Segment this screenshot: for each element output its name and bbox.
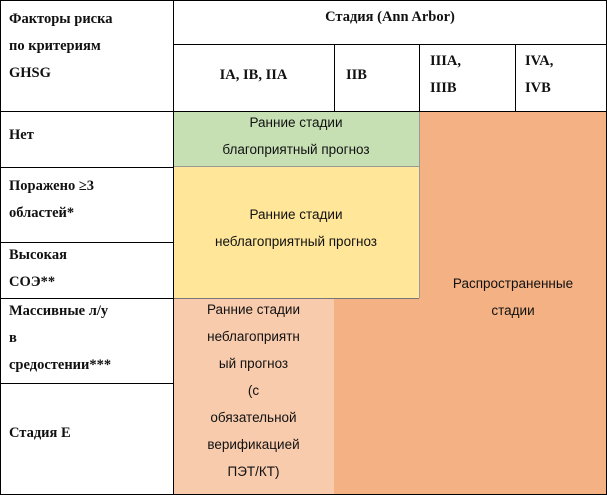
row-header-line: средостении*** bbox=[9, 357, 112, 373]
stage-column-label: IIIA, bbox=[430, 53, 462, 69]
group-label-line: благоприятный прогноз bbox=[222, 142, 370, 157]
group-label-line: верификацией bbox=[207, 437, 300, 452]
group-label-line: ый прогноз bbox=[218, 356, 289, 371]
stage-column-label: IA, IB, IIA bbox=[219, 67, 288, 83]
row-header-mediastinal-mass bbox=[0, 292, 173, 383]
group-label-line: неблагоприятн bbox=[207, 329, 300, 344]
stage-column-iva-ivb bbox=[525, 48, 606, 111]
early-favorable-label bbox=[173, 109, 419, 167]
group-label-line: Ранние стадии bbox=[249, 115, 343, 130]
stage-column-iiia-iiib bbox=[430, 48, 515, 111]
stage-column-label: IVA, bbox=[525, 53, 554, 69]
risk-factors-line: Факторы риска bbox=[9, 11, 113, 27]
stage-column-label: IIB bbox=[346, 67, 367, 83]
risk-factors-header bbox=[0, 0, 173, 111]
advanced-label bbox=[419, 270, 607, 330]
risk-factors-line: GHSG bbox=[9, 65, 51, 81]
stage-header-divider bbox=[173, 44, 607, 45]
group-label-line: (с bbox=[247, 383, 260, 398]
group-label-line: стадии bbox=[491, 303, 535, 318]
risk-factors-line: по критериям bbox=[9, 38, 101, 54]
stage-column-label: IIIB bbox=[430, 80, 457, 96]
col-divider-3 bbox=[515, 44, 516, 112]
col-divider-2 bbox=[419, 44, 420, 112]
stage-column-iib bbox=[346, 62, 419, 111]
row-header-line: Поражено ≥3 bbox=[9, 178, 95, 194]
row-header-three-areas bbox=[0, 167, 173, 242]
group-label-line: обязательной bbox=[210, 410, 297, 425]
group-label-line: Ранние стадии bbox=[206, 302, 301, 317]
group-label-line: неблагоприятный прогноз bbox=[214, 234, 377, 249]
row-header-line: СОЭ** bbox=[9, 274, 56, 290]
row-header-line: Высокая bbox=[9, 247, 67, 263]
row-header-line: Массивные л/у bbox=[9, 303, 109, 319]
stage-column-label: IVB bbox=[525, 80, 551, 96]
group-label-line: ПЭТ/КТ) bbox=[227, 464, 280, 479]
stage-header bbox=[173, 4, 607, 44]
group-label-line: Распространенные bbox=[452, 276, 574, 291]
early-unfavorable-mediastinal-label bbox=[173, 296, 334, 494]
row-header-line: в bbox=[9, 330, 17, 346]
row-header-high-esr bbox=[0, 236, 173, 298]
row-header-none bbox=[0, 116, 173, 167]
row-header-line: областей* bbox=[9, 205, 75, 221]
row-header-stage-e bbox=[0, 414, 173, 454]
early-unfavorable-label bbox=[173, 201, 419, 261]
row-header-line: Стадия Е bbox=[9, 425, 71, 441]
row-divider-4 bbox=[0, 383, 173, 384]
row-header-line: Нет bbox=[9, 127, 34, 143]
stage-header-text: Стадия (Ann Arbor) bbox=[325, 9, 455, 25]
col-divider-1 bbox=[334, 44, 335, 112]
stage-column-ia-ib-iia bbox=[173, 62, 334, 111]
group-label-line: Ранние стадии bbox=[249, 207, 343, 222]
